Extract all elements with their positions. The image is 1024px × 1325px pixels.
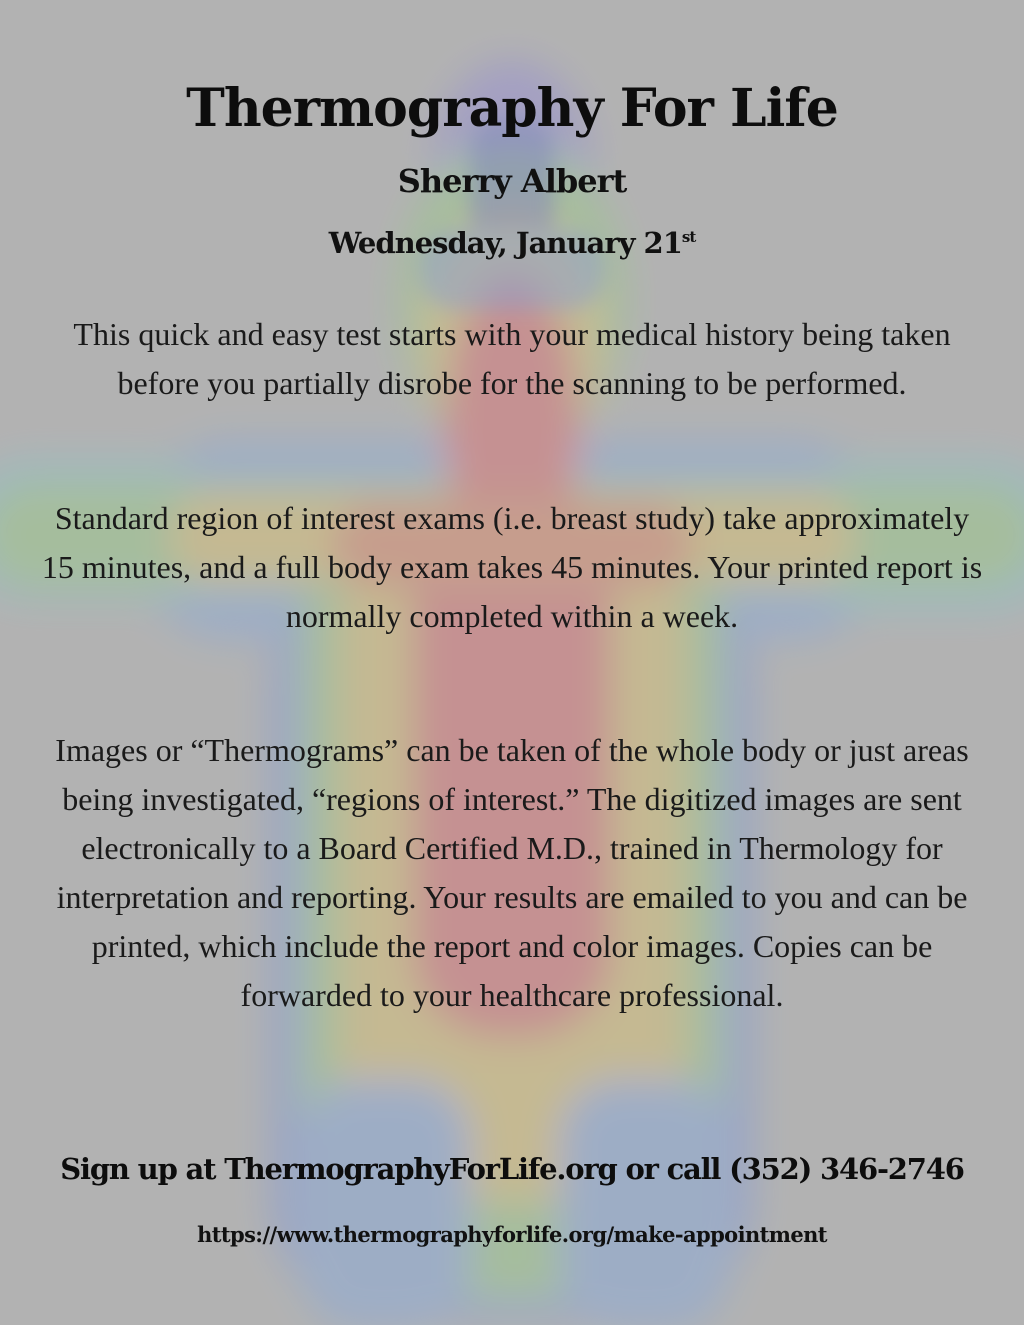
appointment-url: https://www.thermographyforlife.org/make-appointment <box>197 1222 827 1247</box>
description-paragraph-1: This quick and easy test starts with your medical history being taken before you partially disrobe for the scanning to be performed. <box>73 316 951 401</box>
description-paragraph-2: Standard region of interest exams (i.e. breast study) take approximately 15 minutes, and a full body exam takes 45 minutes. Your printed report is normally completed within a week. <box>41 500 983 634</box>
event-date-suffix: st <box>681 228 696 246</box>
event-date <box>0 226 1024 260</box>
presenter-name: Sherry Albert <box>397 162 627 200</box>
event-date-text: Wednesday, January 21 <box>328 226 682 260</box>
flyer-title: Thermography For Life <box>186 78 838 139</box>
signup-call-to-action: Sign up at ThermographyForLife.org or call (352) 346-2746 <box>60 1152 964 1186</box>
description-paragraph-3: Images or “Thermograms” can be taken of the whole body or just areas being investigated, “regions of interest.” The digitized images are sent electronically to a Board Certified M.D., trained in Thermology for interpretation and reporting. Your results are emailed to you and can be printed, which include the report and color images. Copies can be forwarded to your healthcare professional. <box>55 732 969 1013</box>
